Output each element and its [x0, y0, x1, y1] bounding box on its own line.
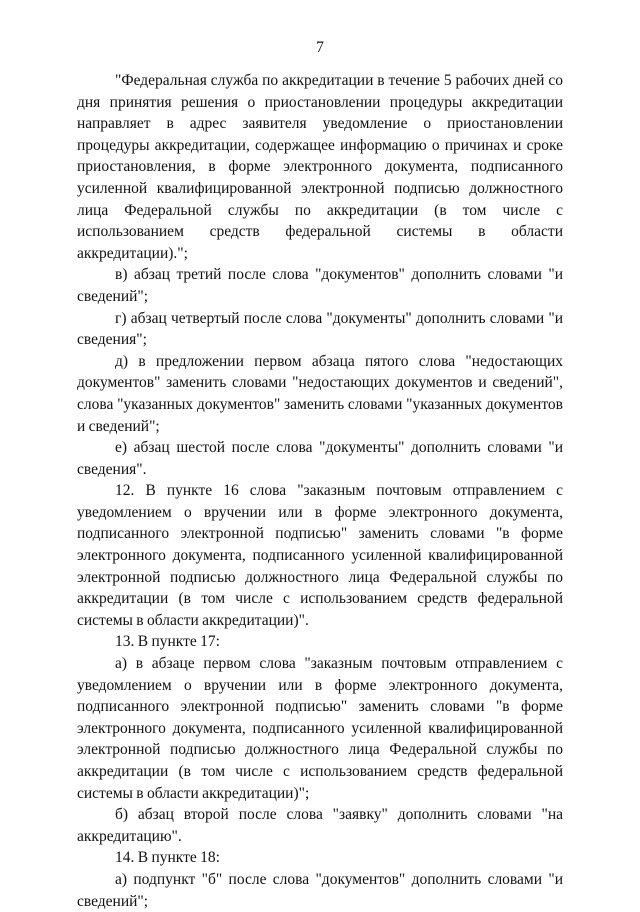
paragraph-quote-suspension-notice: "Федеральная служба по аккредитации в течение 5 рабочих дней со дня принятия решения о приостановлении процедуры аккредитации направляет в адрес заявителя уведомление о приостановлении процедуры аккредитации, содержащее информацию о причинах и сроке приостановления, в форме электронного документа, подписанного усиленной квалифицированной электронной подписью должностного лица Федеральной службы по аккредитации (в том числе с использованием средств федеральной системы в области аккредитации).";	[77, 72, 563, 262]
paragraph-item-e: е) абзац шестой после слова "документы" дополнить словами "и сведения".	[77, 439, 563, 478]
page-number: 7	[316, 39, 324, 56]
paragraph-point-12: 12. В пункте 16 слова "заказным почтовым отправлением с уведомлением о вручении или в форме электронного документа, подписанного электронной подписью" заменить словами "в форме электронного документа, подписанного усиленной квалифицированной электронной подписью должностного лица Федеральной службы по аккредитации (в том числе с использованием средств федеральной системы в области аккредитации)".	[77, 482, 563, 629]
paragraph-item-d: д) в предложении первом абзаца пятого слова "недостающих документов" заменить словами "недостающих документов и сведений", слова "указанных документов" заменить словами "указанных документов и сведений";	[77, 352, 563, 435]
paragraph-item-g: г) абзац четвертый после слова "документы" дополнить словами "и сведения";	[77, 309, 563, 349]
paragraph-point-14-item-a: а) подпункт "б" после слова "документов" дополнить словами "и сведений";	[77, 870, 563, 910]
paragraph-point-13-item-b: б) абзац второй после слова "заявку" дополнить словами "на аккредитацию".	[77, 806, 563, 845]
paragraph-point-14: 14. В пункте 18:	[115, 849, 220, 867]
paragraph-item-v: в) абзац третий после слова "документов" дополнить словами "и сведений";	[77, 266, 563, 305]
paragraph-point-13-item-a: а) в абзаце первом слова "заказным почтовым отправлением с уведомлением о вручении или в форме электронного документа, подписанного электронной подписью" заменить словами "в форме электронного документа, подписанного усиленной квалифицированной электронной подписью должностного лица Федеральной службы по аккредитации (в том числе с использованием средств федеральной системы в области аккредитации)";	[77, 655, 563, 802]
document-body	[77, 70, 563, 912]
paragraph-point-13: 13. В пункте 17:	[115, 633, 220, 651]
